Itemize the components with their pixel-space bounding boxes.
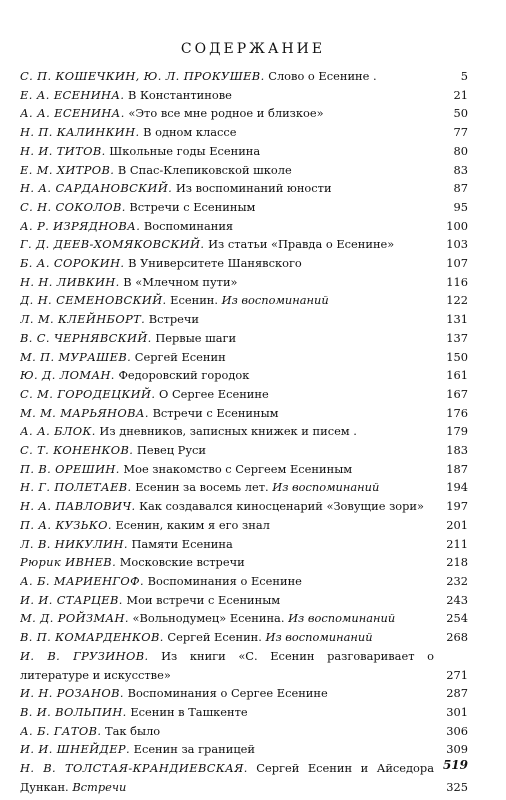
entry-leader: . <box>349 424 357 439</box>
toc-entry <box>20 198 468 217</box>
entry-page: 301 <box>446 704 468 719</box>
entry-author: С. М. ГОРОДЕЦКИЙ. <box>20 386 156 401</box>
entry-author: Е. А. ЕСЕНИНА. <box>20 87 125 102</box>
entry-title: «Это все мне родное и близкое» <box>128 106 324 121</box>
toc-entry <box>20 759 468 796</box>
toc-entry-text <box>20 67 434 86</box>
entry-subtitle: Из воспоминаний <box>288 611 396 626</box>
entry-page: 122 <box>446 293 468 308</box>
toc-entry <box>20 161 468 180</box>
toc-entry-text <box>20 404 434 423</box>
toc-entry <box>20 235 468 254</box>
entry-title: Есенин. <box>170 293 219 308</box>
entry-author: И. И. СТАРЦЕВ. <box>20 592 123 607</box>
entry-author: И. И. ШНЕЙДЕР. <box>20 742 130 757</box>
toc-entry-text <box>20 86 434 105</box>
toc-entry <box>20 179 468 198</box>
entry-title: Первые шаги <box>155 330 237 345</box>
toc-entry-text <box>20 703 434 722</box>
entry-title: Из статьи «Правда о Есенине» <box>208 237 395 252</box>
entry-title: Школьные годы Есенина <box>109 143 261 158</box>
entry-page: 137 <box>446 330 468 345</box>
entry-title: Встречи с Есениным <box>152 405 279 420</box>
entry-page: 218 <box>446 555 468 570</box>
entry-title: Встречи с Есениным <box>129 199 256 214</box>
entry-page: 167 <box>446 386 468 401</box>
entry-page: 83 <box>453 162 468 177</box>
entry-author: Н. В. ТОЛСТАЯ-КРАНДИЕВСКАЯ. <box>20 761 248 776</box>
entry-author: М. Д. РОЙЗМАН. <box>20 611 129 626</box>
toc-entry-text <box>20 142 434 161</box>
entry-author: Рюрик ИВНЕВ. <box>20 555 117 570</box>
toc-entry-text <box>20 572 434 591</box>
toc-entry <box>20 591 468 610</box>
entry-author: В. И. ВОЛЬПИН. <box>20 704 127 719</box>
toc-entry <box>20 67 468 86</box>
entry-subtitle: Из воспоминаний <box>272 480 380 495</box>
toc-entry <box>20 553 468 572</box>
entry-page: 95 <box>453 199 468 214</box>
entry-title: Памяти Есенина <box>131 536 233 551</box>
entry-title: В Спас-Клепиковской школе <box>117 162 292 177</box>
toc-entry-text <box>20 609 434 628</box>
entry-title: О Сергее Есенине <box>158 386 269 401</box>
entry-title: В Университете Шанявского <box>128 256 302 271</box>
toc-entry <box>20 572 468 591</box>
entry-page: 306 <box>446 723 468 738</box>
toc-entry <box>20 348 468 367</box>
entry-title: Сергей Есенин. <box>167 630 262 645</box>
toc-entry <box>20 722 468 741</box>
entry-page: 161 <box>446 368 468 383</box>
entry-title: Из дневников, записных книжек и писем <box>99 424 350 439</box>
toc-entry-text <box>20 385 434 404</box>
toc-entry <box>20 647 468 684</box>
toc-entry <box>20 123 468 142</box>
entry-subtitle: Из воспоминаний <box>221 293 329 308</box>
entry-title: Как создавался киносценарий «Зовущие зори» <box>139 499 424 514</box>
entry-author: Л. М. КЛЕЙНБОРТ. <box>20 312 146 327</box>
page-heading: СОДЕРЖАНИЕ <box>180 41 326 57</box>
entry-title: Мои встречи с Есениным <box>126 592 281 607</box>
toc-entry-text <box>20 478 434 497</box>
entry-author: В. С. ЧЕРНЯВСКИЙ. <box>20 330 152 345</box>
entry-author: П. В. ОРЕШИН. <box>20 461 120 476</box>
entry-title: В Константинове <box>128 87 232 102</box>
toc-entry <box>20 310 468 329</box>
entry-author: Н. Г. ПОЛЕТАЕВ. <box>20 480 132 495</box>
entry-title: Воспоминания о Есенине <box>147 573 302 588</box>
toc-entry-text <box>20 516 434 535</box>
entry-page: 287 <box>446 686 468 701</box>
toc-entry <box>20 291 468 310</box>
toc-entry <box>20 535 468 554</box>
toc-entry-text <box>20 273 434 292</box>
toc-entry <box>20 740 468 759</box>
toc-entry-text <box>20 161 434 180</box>
entry-author: А. А. ЕСЕНИНА. <box>20 106 125 121</box>
entry-title: Московские встречи <box>119 555 245 570</box>
toc-entry <box>20 497 468 516</box>
toc-entry-text <box>20 497 434 516</box>
entry-page: 100 <box>446 218 468 233</box>
toc-entry-text <box>20 254 434 273</box>
toc-entry <box>20 628 468 647</box>
toc-entry-text <box>20 759 434 796</box>
toc-entry-text <box>20 366 434 385</box>
entry-author: М. П. МУРАШЕВ. <box>20 349 132 364</box>
entry-author: С. Т. КОНЕНКОВ. <box>20 443 134 458</box>
entry-page: 232 <box>446 573 468 588</box>
toc-entry-text <box>20 422 434 441</box>
entry-page: 131 <box>446 312 468 327</box>
entry-author: Б. А. СОРОКИН. <box>20 256 125 271</box>
entry-title: Сергей Есенин и Айседора Дункан. <box>20 761 434 794</box>
entry-page: 271 <box>446 667 468 682</box>
toc-entry-text <box>20 217 434 236</box>
toc-entry-text <box>20 329 434 348</box>
entry-page: 77 <box>453 125 468 140</box>
entry-page: 268 <box>446 630 468 645</box>
toc-entry-text <box>20 740 434 759</box>
toc-entry-text <box>20 535 434 554</box>
entry-author: А. Б. МАРИЕНГОФ. <box>20 573 144 588</box>
entry-title: Из воспоминаний юности <box>175 181 332 196</box>
toc-entry <box>20 254 468 273</box>
toc-entry <box>20 478 468 497</box>
toc-entry <box>20 684 468 703</box>
entry-page: 187 <box>446 461 468 476</box>
toc-entry-text <box>20 591 434 610</box>
entry-title: В «Млечном пути» <box>123 274 238 289</box>
page-number: 519 <box>442 758 468 772</box>
toc-entry-text <box>20 348 434 367</box>
entry-title: Слово о Есенине <box>268 69 370 83</box>
entry-page: 179 <box>446 424 468 439</box>
toc-entry <box>20 516 468 535</box>
entry-author: Н. И. ТИТОВ. <box>20 143 106 158</box>
entry-author: А. Б. ГАТОВ. <box>20 723 102 738</box>
entry-author: Ю. Д. ЛОМАН. <box>20 368 115 383</box>
entry-title: Воспоминания <box>143 218 234 233</box>
entry-page: 87 <box>453 181 468 196</box>
entry-subtitle: Из воспоминаний <box>265 630 373 645</box>
entry-author: С. Н. СОКОЛОВ. <box>20 199 126 214</box>
entry-title: Есенин за восемь лет. <box>135 480 269 495</box>
entry-title: Есенин за границей <box>133 742 255 757</box>
entry-title: Федоровский городок <box>118 368 250 383</box>
toc-entry-text <box>20 179 434 198</box>
entry-author: В. П. КОМАРДЕНКОВ. <box>20 630 164 645</box>
toc-entry <box>20 86 468 105</box>
toc-entry-text <box>20 684 434 703</box>
entry-page: 80 <box>453 143 468 158</box>
entry-page: 103 <box>446 237 468 252</box>
entry-title: Воспоминания о Сергее Есенине <box>127 686 328 701</box>
entry-page: 254 <box>446 611 468 626</box>
entry-page: 325 <box>446 779 468 794</box>
entry-author: П. А. КУЗЬКО. <box>20 517 112 532</box>
entry-page: 21 <box>453 87 468 102</box>
entry-page: 183 <box>446 443 468 458</box>
toc-entry-text <box>20 441 434 460</box>
entry-page: 176 <box>446 405 468 420</box>
entry-title: Так было <box>105 723 161 738</box>
toc-entry <box>20 273 468 292</box>
entry-page: 309 <box>446 742 468 757</box>
entry-author: Д. Н. СЕМЕНОВСКИЙ. <box>20 293 167 308</box>
toc-entry <box>20 460 468 479</box>
entry-page: 150 <box>446 349 468 364</box>
entry-page: 243 <box>446 592 468 607</box>
entry-title: Есенин, каким я его знал <box>115 517 270 532</box>
entry-author: Г. Д. ДЕЕВ-ХОМЯКОВСКИЙ. <box>20 237 205 252</box>
entry-title: Есенин в Ташкенте <box>130 704 248 719</box>
entry-page: 197 <box>446 499 468 514</box>
toc-entry <box>20 104 468 123</box>
entry-author: Е. М. ХИТРОВ. <box>20 162 115 177</box>
entry-author: Н. А. ПАВЛОВИЧ. <box>20 499 136 514</box>
toc-entry <box>20 422 468 441</box>
entry-page: 107 <box>446 256 468 271</box>
toc-entry <box>20 142 468 161</box>
entry-author: Л. В. НИКУЛИН. <box>20 536 128 551</box>
entry-author: Н. П. КАЛИНКИН. <box>20 125 140 140</box>
entry-author: И. Н. РОЗАНОВ. <box>20 686 124 701</box>
toc-entry <box>20 703 468 722</box>
entry-title: Певец Руси <box>136 443 207 458</box>
toc-entry-text <box>20 235 434 254</box>
entry-author: С. П. КОШЕЧКИН, Ю. Л. ПРОКУШЕВ. <box>20 69 265 83</box>
entry-leader: . <box>369 69 377 83</box>
toc-entry-text <box>20 628 434 647</box>
entry-title: Из книги «С. Есенин разговаривает о литературе и искусстве» <box>20 648 434 682</box>
entry-title: Сергей Есенин <box>134 349 226 364</box>
entry-page: 50 <box>453 106 468 121</box>
toc-entry-text <box>20 123 434 142</box>
entry-title: «Вольнодумец» Есенина. <box>132 611 285 626</box>
entry-page: 116 <box>446 274 468 289</box>
toc-entry <box>20 441 468 460</box>
toc-entry <box>20 217 468 236</box>
toc-entry <box>20 329 468 348</box>
toc-entry-text <box>20 553 434 572</box>
entry-page: 201 <box>446 517 468 532</box>
entry-author: М. М. МАРЬЯНОВА. <box>20 405 149 420</box>
entry-title: В одном классе <box>143 125 237 140</box>
entry-author: Н. Н. ЛИВКИН. <box>20 274 120 289</box>
entry-author: А. А. БЛОК. <box>20 424 96 439</box>
toc-entry <box>20 385 468 404</box>
toc-entry-text <box>20 198 434 217</box>
toc-entry <box>20 404 468 423</box>
entry-page: 194 <box>446 480 468 495</box>
table-of-contents <box>20 67 468 796</box>
toc-entry-text <box>20 310 434 329</box>
toc-entry <box>20 366 468 385</box>
entry-page: 211 <box>446 536 468 551</box>
entry-author: А. Р. ИЗРЯДНОВА. <box>20 218 141 233</box>
entry-author: И. В. ГРУЗИНОВ. <box>20 648 149 663</box>
entry-page: 5 <box>460 69 468 83</box>
entry-title: Мое знакомство с Сергеем Есениным <box>123 461 353 476</box>
toc-entry-text <box>20 722 434 741</box>
toc-entry-text <box>20 647 434 684</box>
toc-entry-text <box>20 291 434 310</box>
toc-entry-text <box>20 460 434 479</box>
toc-entry-text <box>20 104 434 123</box>
entry-author: Н. А. САРДАНОВСКИЙ. <box>20 181 173 196</box>
toc-entry <box>20 609 468 628</box>
entry-title: Встречи <box>148 312 199 327</box>
entry-subtitle: Встречи <box>72 779 127 794</box>
